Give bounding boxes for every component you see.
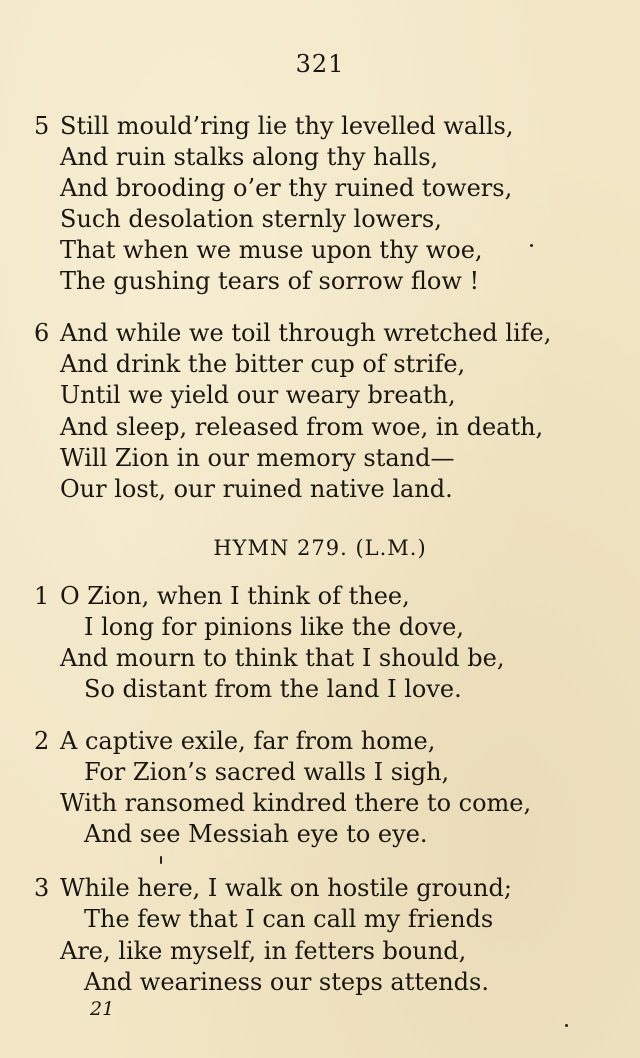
verse-line: And brooding o’er thy ruined towers,	[60, 174, 513, 202]
verse-line: Are, like myself, in fetters bound,	[60, 937, 467, 965]
verse-line: The few that I can call my friends	[84, 905, 494, 933]
verse-line: And see Messiah eye to eye.	[84, 820, 428, 848]
verse-line: A captive exile, far from home,	[60, 727, 436, 755]
verse-line: Our lost, our ruined native land.	[60, 475, 453, 503]
verse-line: While here, I walk on hostile ground;	[60, 874, 512, 902]
stanza-number: 1	[34, 582, 50, 610]
ink-speck	[565, 1024, 568, 1027]
verse-line: O Zion, when I think of thee,	[60, 582, 410, 610]
verse-line: And while we toil through wretched life,	[60, 319, 552, 347]
verse-line: The gushing tears of sorrow flow !	[60, 267, 480, 295]
verse-line: Until we yield our weary breath,	[60, 381, 456, 409]
page-number: 321	[295, 50, 345, 78]
stanza-number: 2	[34, 727, 50, 755]
ink-speck	[160, 856, 162, 864]
printer-signature: 21	[90, 998, 115, 1020]
verse-line: And ruin stalks along thy halls,	[60, 143, 439, 171]
verse-line: So distant from the land I love.	[84, 675, 462, 703]
ink-speck	[530, 244, 533, 247]
verse-line: For Zion’s sacred walls I sigh,	[84, 758, 450, 786]
verse-line: And sleep, released from woe, in death,	[60, 413, 544, 441]
verse-line: And mourn to think that I should be,	[60, 644, 505, 672]
verse-line: With ransomed kindred there to come,	[60, 789, 532, 817]
verse-line: That when we muse upon thy woe,	[60, 236, 483, 264]
stanza-number: 6	[34, 319, 50, 347]
verse-line: Such desolation sternly lowers,	[60, 205, 442, 233]
hymn-title: HYMN 279. (L.M.)	[213, 536, 427, 560]
verse-line: Will Zion in our memory stand—	[60, 444, 455, 472]
verse-line: Still mould’ring lie thy levelled walls,	[60, 112, 514, 140]
verse-line: And drink the bitter cup of strife,	[60, 350, 466, 378]
stanza-number: 3	[34, 874, 50, 902]
verse-line: I long for pinions like the dove,	[84, 613, 465, 641]
verse-line: And weariness our steps attends.	[84, 968, 489, 996]
stanza-number: 5	[34, 112, 50, 140]
